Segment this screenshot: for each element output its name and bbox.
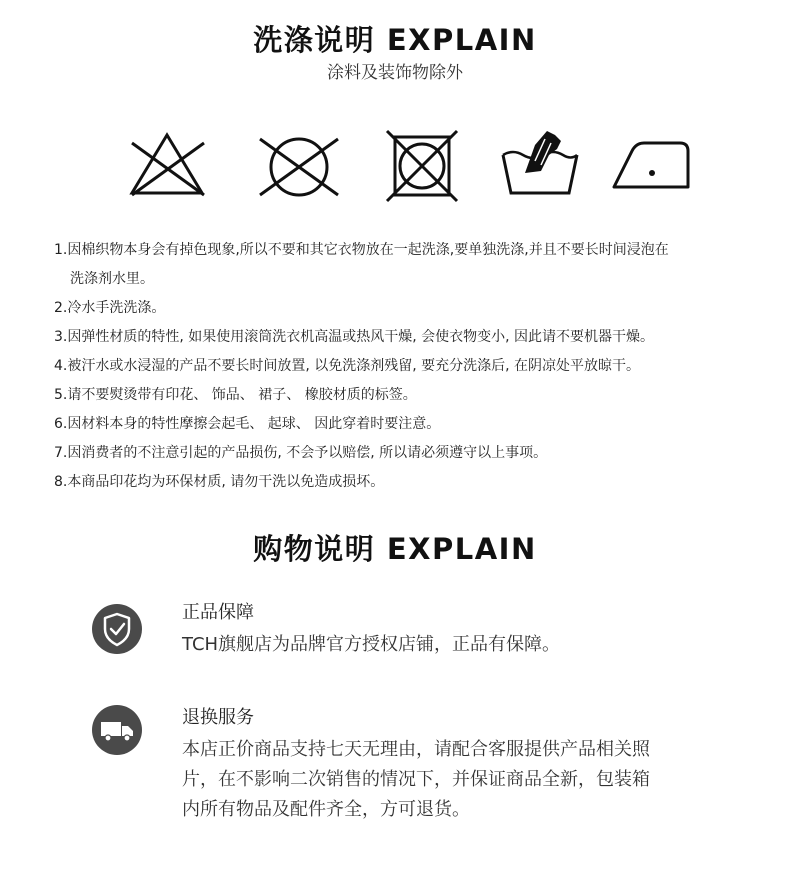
instruction-text: 7.因消费者的不注意引起的产品损伤, 不会予以赔偿, 所以请必须遵守以上事项。 (54, 445, 548, 461)
service-desc-line: TCH旗舰店为品牌官方授权店铺，正品有保障。 (182, 634, 561, 655)
list-item (54, 352, 764, 381)
list-item (54, 468, 764, 497)
instruction-text-cont: 洗涤剂水里。 (70, 271, 154, 287)
list-item (54, 294, 764, 323)
service-desc-line: 片，在不影响二次销售的情况下，并保证商品全新，包装箱 (182, 769, 650, 790)
care-subtitle: 涂料及装饰物除外 (327, 63, 463, 83)
do-not-tumble-dry-icon (254, 125, 344, 205)
instruction-text: 8.本商品印花均为环保材质, 请勿干洗以免造成损坏。 (54, 474, 385, 490)
delivery-truck-icon (92, 705, 142, 755)
iron-low-heat-icon (610, 125, 700, 205)
list-item (54, 410, 764, 439)
service-desc-line: 内所有物品及配件齐全，方可退货。 (182, 799, 470, 820)
do-not-bleach-icon (122, 125, 212, 205)
instruction-text: 2.冷水手洗洗涤。 (54, 300, 166, 316)
care-title: 洗涤说明 EXPLAIN (253, 23, 537, 57)
instruction-text: 6.因材料本身的特性摩擦会起毛、 起球、 因此穿着时要注意。 (54, 416, 441, 432)
shopping-title: 购物说明 EXPLAIN (253, 532, 537, 566)
instruction-text: 3.因弹性材质的特性, 如果使用滚筒洗衣机高温或热风干燥, 会使衣物变小, 因此请不要机器干燥。 (54, 329, 655, 345)
list-item (54, 236, 764, 294)
list-item (54, 323, 764, 352)
instruction-text: 4.被汗水或水浸湿的产品不要长时间放置, 以免洗涤剂残留, 要充分洗涤后, 在阴凉处平放晾干。 (54, 358, 641, 374)
shield-check-icon (92, 604, 142, 654)
instruction-text: 1.因棉织物本身会有掉色现象,所以不要和其它衣物放在一起洗涤,要单独洗涤,并且不要长时间浸泡在 (54, 242, 669, 258)
care-instructions (54, 236, 764, 497)
do-not-dry-clean-icon (377, 125, 467, 205)
instruction-text: 5.请不要熨烫带有印花、 饰品、 裙子、 橡胶材质的标签。 (54, 387, 417, 403)
list-item (54, 439, 764, 468)
service-desc-line: 本店正价商品支持七天无理由，请配合客服提供产品相关照 (182, 739, 650, 760)
service-title: 正品保障 (182, 602, 254, 623)
hand-wash-icon (495, 125, 585, 205)
list-item (54, 381, 764, 410)
service-title: 退换服务 (182, 707, 254, 728)
